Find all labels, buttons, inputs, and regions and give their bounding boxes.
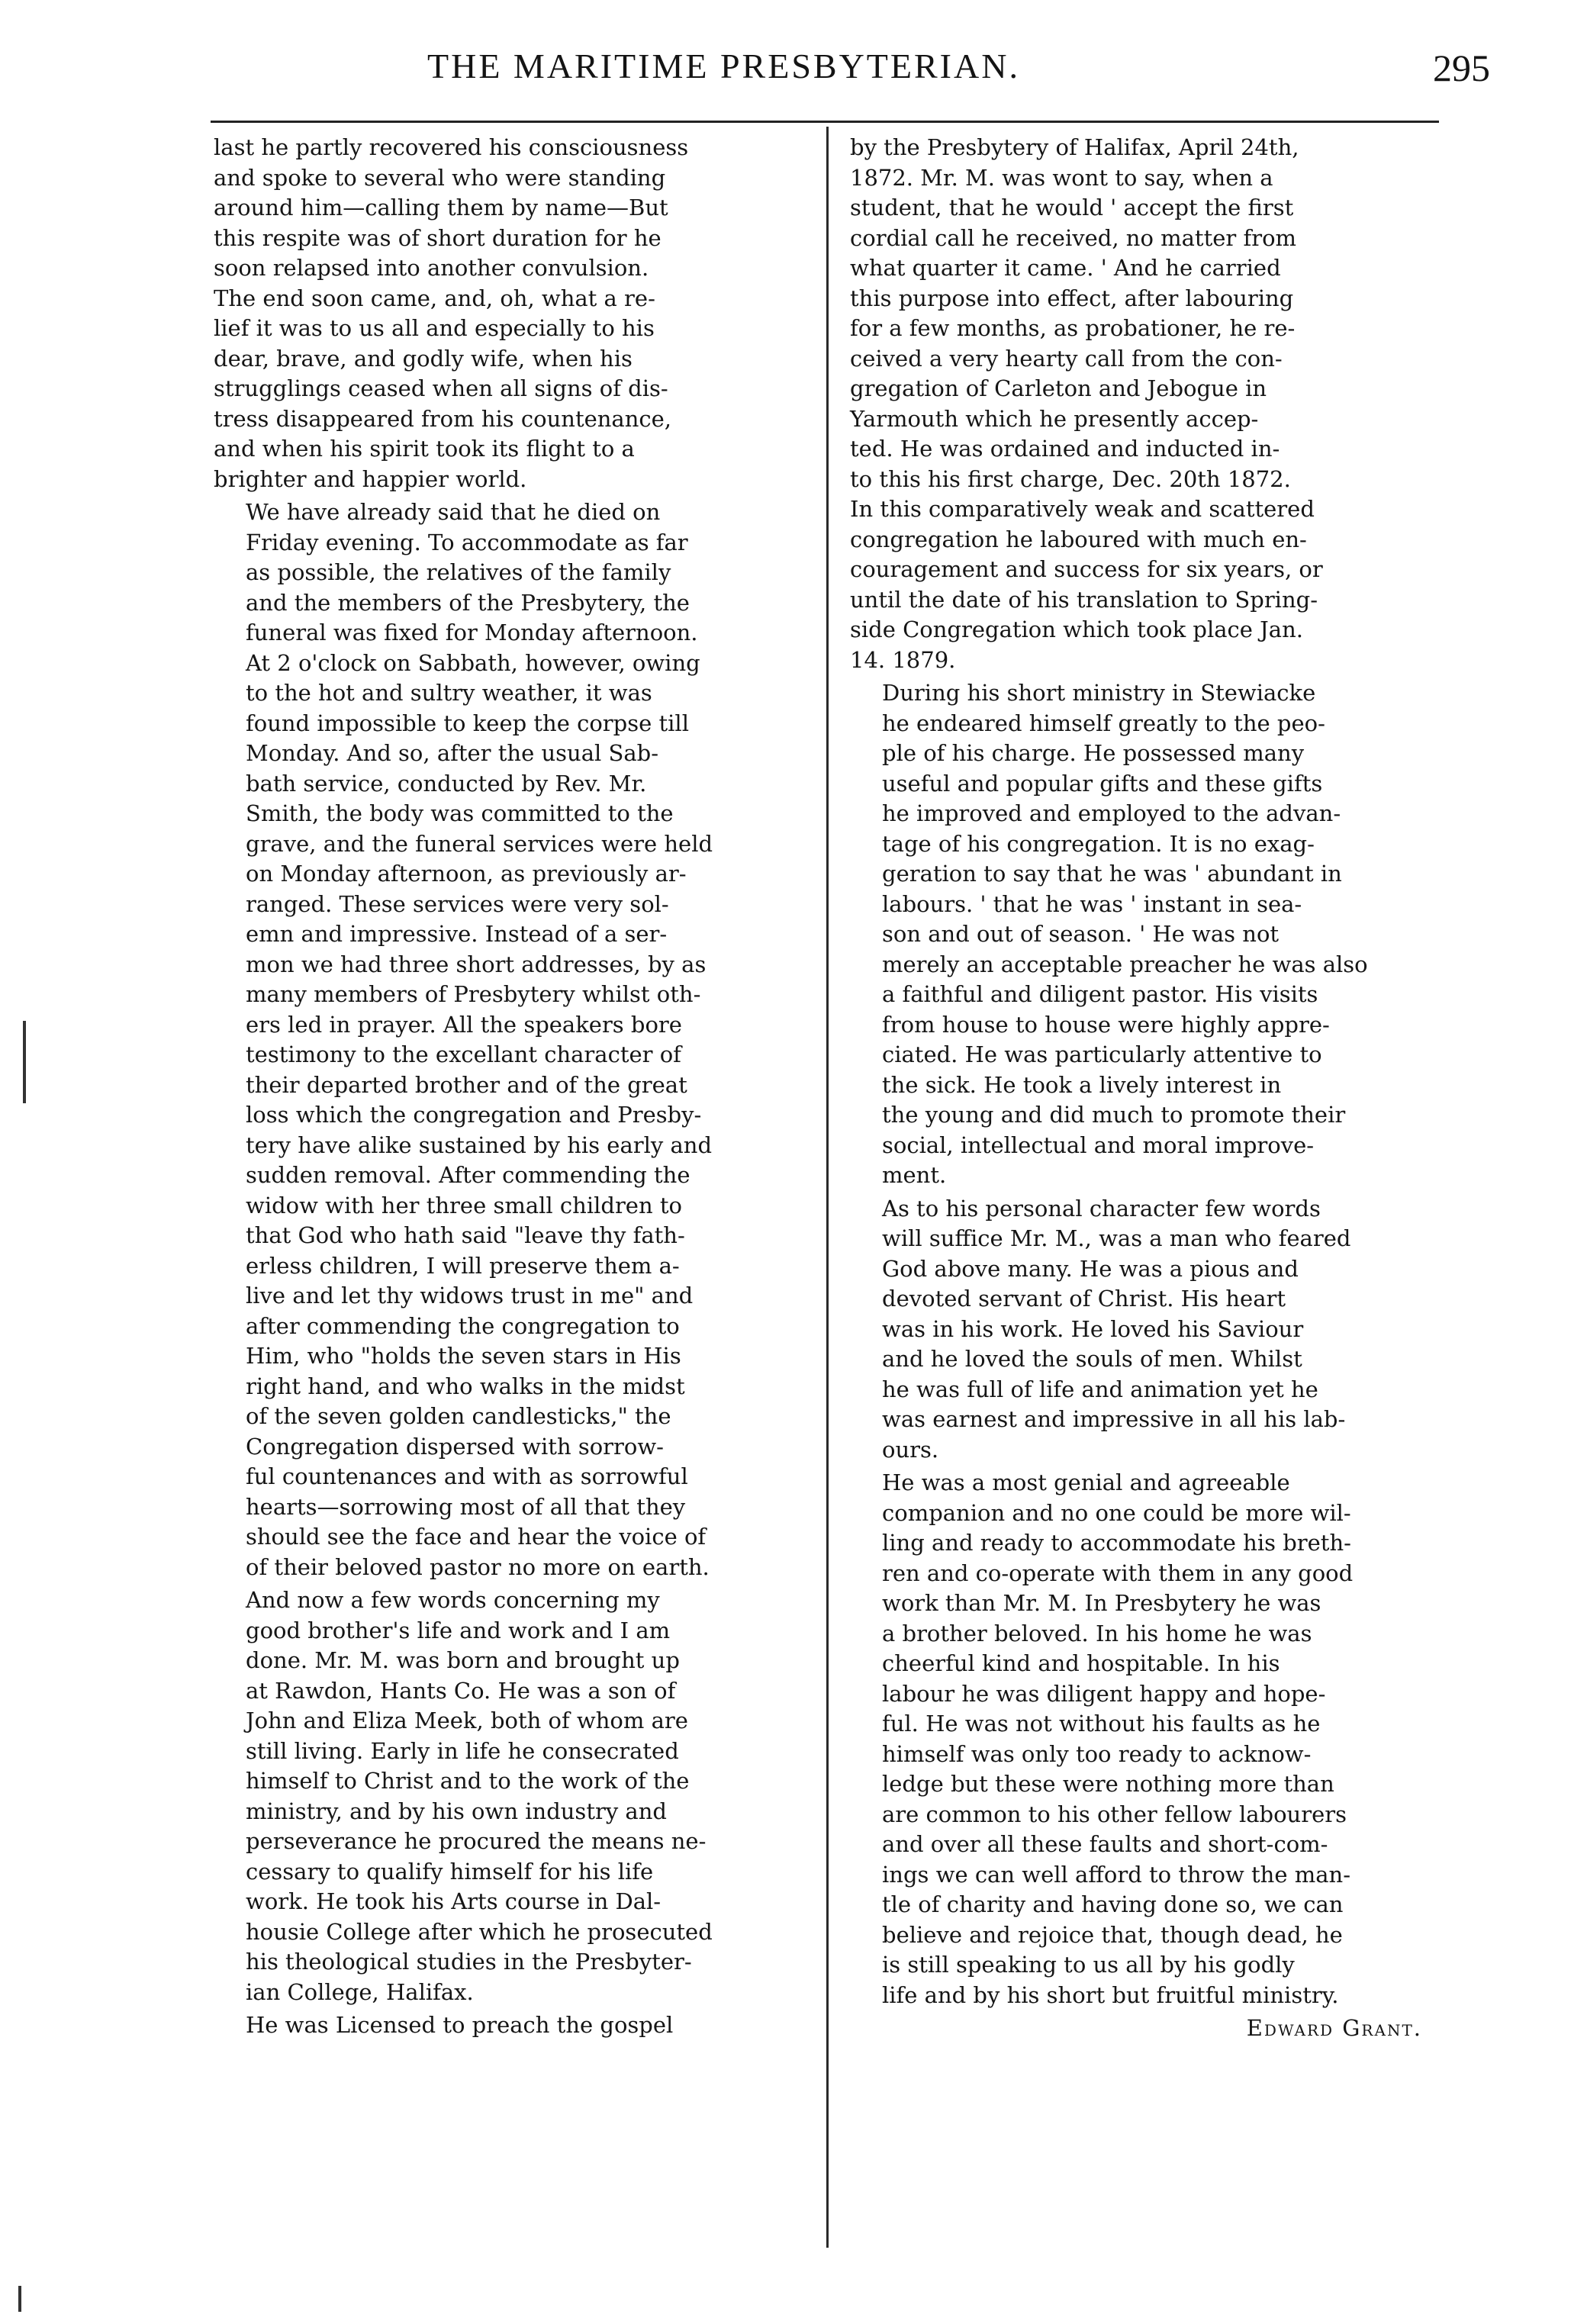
- text-line: ceived a very hearty call from the con-: [850, 345, 1283, 372]
- text-line: housie College after which he prosecuted: [246, 1918, 713, 1945]
- text-line: erless children, I will preserve them a-: [246, 1252, 680, 1279]
- text-line: of their beloved pastor no more on earth.: [246, 1553, 710, 1580]
- text-line: and the members of the Presbytery, the: [246, 589, 690, 616]
- text-line: after commending the congregation to: [246, 1312, 680, 1339]
- text-line: He was a most genial and agreeable: [882, 1469, 1290, 1495]
- text-line: around him—calling them by name—But: [214, 195, 668, 220]
- text-line: ren and co-operate with them in any good: [882, 1560, 1354, 1586]
- text-line: he endeared himself greatly to the peo-: [882, 710, 1325, 736]
- text-line: And now a few words concerning my: [246, 1587, 660, 1613]
- column-divider: [826, 127, 829, 2248]
- text-line: a brother beloved. In his home he was: [882, 1620, 1312, 1646]
- text-line: brighter and happier world.: [214, 465, 527, 492]
- text-line: ling and ready to accommodate his breth-: [882, 1530, 1351, 1556]
- page-title: THE MARITIME PRESBYTERIAN.: [427, 47, 1020, 85]
- text-line: Him, who "holds the seven stars in His: [246, 1343, 681, 1369]
- text-line: this respite was of short duration for he: [214, 224, 662, 251]
- text-line: their departed brother and of the great: [246, 1071, 687, 1098]
- text-line: ledge but these were nothing more than: [882, 1771, 1334, 1797]
- text-line: strugglings ceased when all signs of dis-: [214, 375, 668, 401]
- text-line: ian College, Halifax.: [246, 1978, 474, 2005]
- text-line: 1872. Mr. M. was wont to say, when a: [850, 164, 1273, 191]
- text-line: himself to Christ and to the work of the: [246, 1768, 690, 1794]
- text-line: The end soon came, and, oh, what a re-: [214, 285, 655, 311]
- text-line: work than Mr. M. In Presbytery he was: [882, 1590, 1321, 1616]
- text-line: was earnest and impressive in all his lab-: [882, 1406, 1346, 1432]
- text-line: tage of his congregation. It is no exag-: [882, 830, 1315, 857]
- text-line: 14. 1879.: [850, 646, 956, 673]
- text-line: what quarter it came. ' And he carried: [850, 255, 1281, 281]
- text-line: ful countenances and with as sorrowful: [246, 1463, 688, 1489]
- text-line: geration to say that he was ' abundant in: [882, 861, 1342, 887]
- left-column-paragraph-1: [214, 133, 815, 494]
- text-line: grave, and the funeral services were held: [246, 830, 713, 857]
- text-line: this purpose into effect, after labouring: [850, 285, 1294, 311]
- text-line: as possible, the relatives of the family: [246, 559, 671, 585]
- text-line: ings we can well afford to throw the man-: [882, 1861, 1350, 1888]
- text-line: cordial call he received, no matter from: [850, 224, 1297, 251]
- text-line: ers led in prayer. All the speakers bore: [246, 1011, 682, 1038]
- text-line: last he partly recovered his consciousness: [214, 134, 689, 160]
- text-line: ministry, and by his own industry and: [246, 1798, 667, 1824]
- text-line: ple of his charge. He possessed many: [882, 740, 1305, 766]
- text-line: many members of Presbytery whilst oth-: [246, 981, 701, 1007]
- text-line: During his short ministry in Stewiacke: [882, 680, 1316, 706]
- text-line: right hand, and who walks in the midst: [246, 1373, 685, 1399]
- text-line: he was full of life and animation yet he: [882, 1376, 1318, 1402]
- text-line: a faithful and diligent pastor. His visits: [882, 981, 1318, 1007]
- text-line: dear, brave, and godly wife, when his: [214, 345, 633, 372]
- right-column-paragraph-1: [850, 133, 1451, 675]
- right-column-paragraph-3: [850, 1194, 1451, 1466]
- text-line: should see the face and hear the voice of: [246, 1524, 707, 1550]
- text-line: social, intellectual and moral improve-: [882, 1131, 1315, 1158]
- text-line: student, that he would ' accept the first: [850, 195, 1294, 220]
- text-line: found impossible to keep the corpse till: [246, 710, 689, 736]
- text-line: of the seven golden candlesticks," the: [246, 1403, 671, 1429]
- text-line: ment.: [882, 1162, 947, 1188]
- text-line: tress disappeared from his countenance,: [214, 405, 672, 432]
- text-line: son and out of season. ' He was not: [882, 921, 1280, 947]
- text-line: to this his first charge, Dec. 20th 1872.: [850, 465, 1291, 492]
- text-line: and over all these faults and short-com-: [882, 1831, 1328, 1857]
- right-column-paragraph-4: [850, 1468, 1451, 2010]
- text-line: widow with her three small children to: [246, 1192, 682, 1218]
- margin-mark-top: [23, 1021, 26, 1103]
- margin-mark-bottom: [18, 2286, 21, 2312]
- text-line: perseverance he procured the means ne-: [246, 1828, 707, 1854]
- left-column-paragraph-2: [214, 497, 815, 1582]
- text-line: until the date of his translation to Spring-: [850, 586, 1318, 613]
- text-line: good brother's life and work and I am: [246, 1617, 671, 1643]
- text-line: is still speaking to us all by his godly: [882, 1952, 1295, 1978]
- text-line: companion and no one could be more wil-: [882, 1499, 1351, 1526]
- text-line: work. He took his Arts course in Dal-: [246, 1888, 662, 1914]
- text-line: ted. He was ordained and inducted in-: [850, 436, 1280, 462]
- text-line: side Congregation which took place Jan.: [850, 616, 1303, 642]
- text-line: to the hot and sultry weather, it was: [246, 680, 652, 706]
- text-line: on Monday afternoon, as previously ar-: [246, 861, 687, 887]
- text-line: labours. ' that he was ' instant in sea-: [882, 890, 1302, 917]
- text-line: and he loved the souls of men. Whilst: [882, 1346, 1302, 1372]
- header-rule: [211, 121, 1439, 123]
- text-line: couragement and success for six years, or: [850, 556, 1323, 582]
- text-line: sudden removal. After commending the: [246, 1162, 690, 1188]
- text-line: Yarmouth which he presently accep-: [850, 405, 1259, 432]
- right-column: [850, 133, 1451, 2044]
- text-line: himself was only too ready to acknow-: [882, 1740, 1312, 1767]
- text-line: are common to his other fellow labourers: [882, 1801, 1347, 1827]
- text-line: was in his work. He loved his Saviour: [882, 1315, 1304, 1342]
- text-line: Smith, the body was committed to the: [246, 800, 674, 826]
- text-line: John and Eliza Meek, both of whom are: [246, 1708, 688, 1733]
- text-line: Congregation dispersed with sorrow-: [246, 1433, 664, 1460]
- text-line: In this comparatively weak and scattered: [850, 496, 1315, 522]
- right-column-paragraph-2: [850, 678, 1451, 1191]
- text-line: ranged. These services were very sol-: [246, 890, 669, 917]
- text-line: believe and rejoice that, though dead, he: [882, 1921, 1343, 1948]
- text-line: Friday evening. To accommodate as far: [246, 529, 688, 555]
- text-line: tery have alike sustained by his early and: [246, 1131, 713, 1158]
- text-line: done. Mr. M. was born and brought up: [246, 1647, 680, 1673]
- author-signature: Edward Grant.: [1246, 2015, 1422, 2041]
- left-column-paragraph-4: [214, 2010, 815, 2041]
- text-line: congregation he laboured with much en-: [850, 526, 1307, 552]
- text-line: from house to house were highly appre-: [882, 1011, 1330, 1038]
- text-line: for a few months, as probationer, he re-: [850, 315, 1296, 341]
- text-line: testimony to the excellant character of: [246, 1041, 681, 1067]
- text-line: hearts—sorrowing most of all that they: [246, 1493, 686, 1520]
- text-line: life and by his short but fruitful ministry.: [882, 1981, 1339, 2008]
- text-line: funeral was fixed for Monday afternoon.: [246, 620, 698, 645]
- text-line: ful. He was not without his faults as he: [882, 1711, 1321, 1737]
- text-line: soon relapsed into another convulsion.: [214, 255, 649, 281]
- text-line: God above many. He was a pious and: [882, 1255, 1299, 1282]
- text-line: and when his spirit took its flight to a: [214, 436, 635, 462]
- text-line: the young and did much to promote their: [882, 1102, 1346, 1128]
- text-line: cheerful kind and hospitable. In his: [882, 1650, 1280, 1676]
- text-line: mon we had three short addresses, by as: [246, 951, 707, 977]
- text-line: labour he was diligent happy and hope-: [882, 1680, 1326, 1707]
- text-line: We have already said that he died on: [246, 499, 661, 525]
- text-line: He was Licensed to preach the gospel: [246, 2012, 674, 2038]
- text-line: useful and popular gifts and these gifts: [882, 770, 1323, 797]
- text-line: tle of charity and having done so, we can: [882, 1891, 1344, 1917]
- text-line: and spoke to several who were standing: [214, 164, 666, 191]
- text-line: he improved and employed to the advan-: [882, 800, 1341, 826]
- text-line: at Rawdon, Hants Co. He was a son of: [246, 1677, 676, 1704]
- text-line: ciated. He was particularly attentive to: [882, 1041, 1322, 1067]
- text-line: loss which the congregation and Presby-: [246, 1102, 702, 1128]
- text-line: merely an acceptable preacher he was also: [882, 951, 1368, 977]
- text-line: the sick. He took a lively interest in: [882, 1071, 1282, 1098]
- text-line: cessary to qualify himself for his life: [246, 1858, 654, 1885]
- text-line: ours.: [882, 1436, 939, 1463]
- text-line: At 2 o'clock on Sabbath, however, owing: [246, 649, 700, 676]
- text-line: As to his personal character few words: [882, 1195, 1321, 1222]
- text-line: that God who hath said "leave thy fath-: [246, 1222, 685, 1248]
- text-line: will suffice Mr. M., was a man who feared: [882, 1225, 1351, 1251]
- text-line: Monday. And so, after the usual Sab-: [246, 740, 659, 766]
- text-line: his theological studies in the Presbyter-: [246, 1949, 692, 1975]
- text-line: gregation of Carleton and Jebogue in: [850, 375, 1267, 401]
- text-line: lief it was to us all and especially to his: [214, 315, 655, 341]
- left-column: [214, 133, 815, 2044]
- text-line: devoted servant of Christ. His heart: [882, 1286, 1286, 1312]
- text-line: live and let thy widows trust in me" and: [246, 1283, 694, 1308]
- page-number: 295: [1433, 47, 1490, 89]
- text-line: emn and impressive. Instead of a ser-: [246, 921, 668, 947]
- text-line: by the Presbytery of Halifax, April 24th,: [850, 134, 1299, 160]
- left-column-paragraph-3: [214, 1585, 815, 2007]
- text-line: still living. Early in life he consecrated: [246, 1737, 679, 1764]
- text-line: bath service, conducted by Rev. Mr.: [246, 770, 647, 797]
